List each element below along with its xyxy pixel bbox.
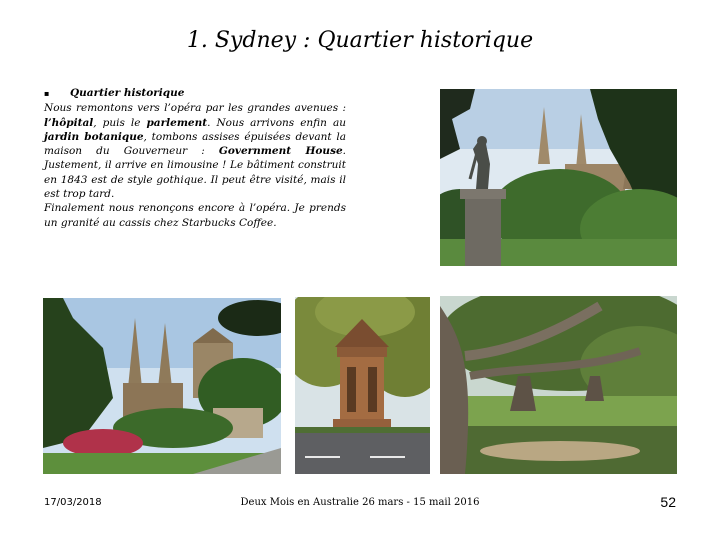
bullet-heading: Quartier historique [70,87,185,99]
paragraph-1 [44,101,346,201]
para1-text-1: Nous remontons vers l’opéra par les grandes avenues : [44,102,346,115]
para1-bold-jardin: jardin botanique [44,130,144,143]
para1-text-3: . Nous arrivons enfin au [207,116,346,129]
para1-text-2: , puis le [93,116,147,129]
bullet-line [44,86,346,101]
footer-date: 17/03/2018 [44,497,102,508]
para1-bold-hopital: l’hôpital [44,116,94,129]
para1-bold-government-house: Government House [218,145,343,158]
text-block [44,86,346,230]
bullet-icon: ▪ [44,89,50,98]
paragraph-2: Finalement nous renonçons encore à l’opéra. Je prends un granité au cassis chez Starbucks Coffee. [44,202,346,229]
footer-title: Deux Mois en Australie 26 mars - 15 mail 2016 [240,497,480,508]
fig-tree-park-photo [440,296,677,474]
para1-text-5: . Justement, il arrive en limousine ! Le bâtiment construit en 1843 est de style gothique. Il peut être visité, mais il est trop tard. [44,145,346,201]
fountain-pavilion-photo [295,297,430,474]
page-number: 52 [660,494,676,510]
para1-text-4: , tombons assises épuisées devant la maison du Gouverneur : [44,130,346,158]
cathedral-garden-photo [43,298,281,474]
slide-title: 1. Sydney : Quartier historique [186,28,534,53]
para1-bold-parlement: parlement [146,116,208,129]
statue-cathedral-photo [440,89,677,266]
